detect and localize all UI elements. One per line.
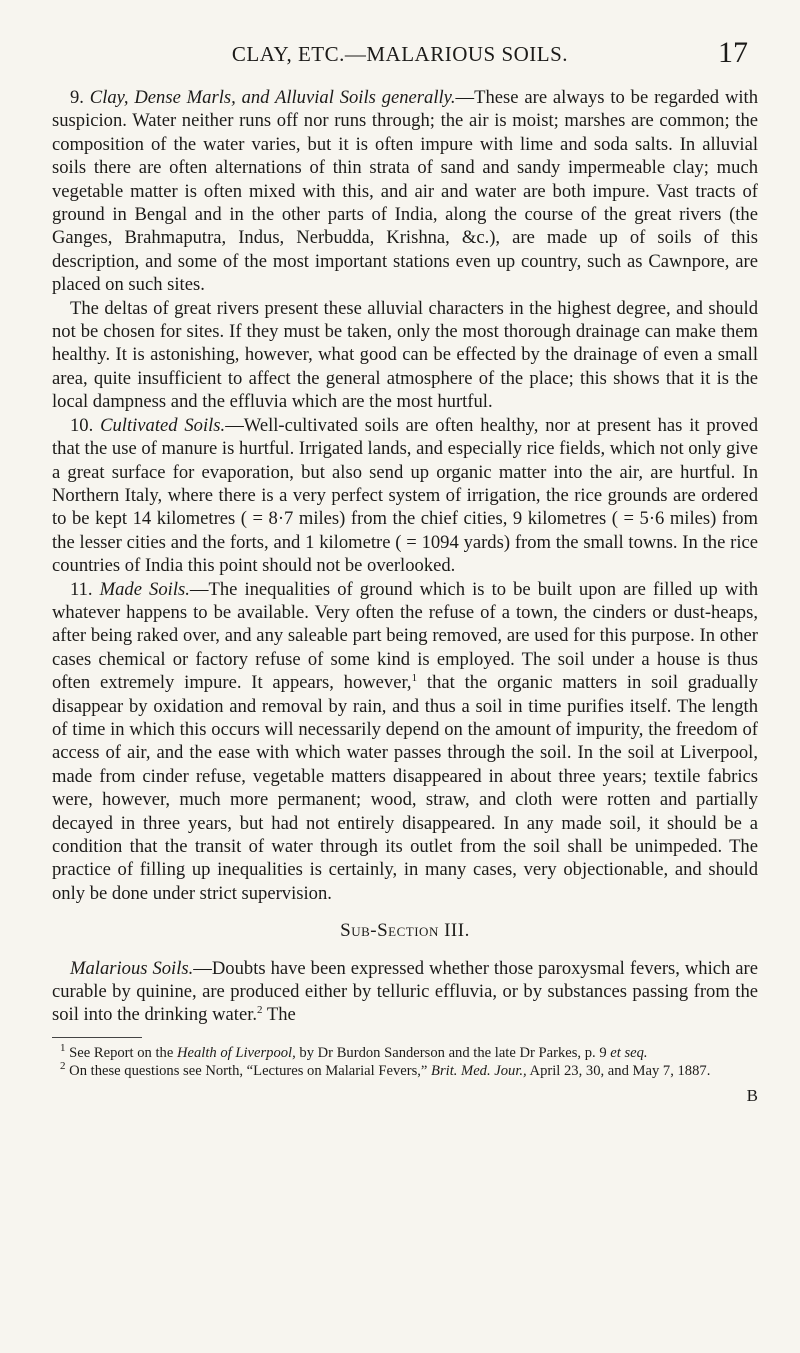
footnote-ref[interactable]: 1 xyxy=(411,671,418,684)
footnote-divider xyxy=(52,1037,142,1038)
subsection-title: Sub-Section III. xyxy=(340,920,470,942)
section-number: 9. xyxy=(70,87,84,108)
paragraph-cultivated-soils xyxy=(52,414,758,578)
footnote xyxy=(52,1059,758,1080)
paragraph-text: that the organic matters in soil gradually disappear by oxidation and removal by rain, and thus a soil in time purifies itself. The length of time in which this occurs will necessarily depend on the amount of impurity, the freedom of access of air, and the ease with which water passes through the soil. In the soil at Liverpool, made from cinder refuse, vegetable matters disappeared in about three years; textile fabrics were, however, much more permanent; wood, straw, and cloth were rotten and partially decayed in three years, but had not entirely disappeared. In any made soil, it should be a condition that the transit of water through its outlet from the soil shall be unimpeded. The practice of filling up inequalities is certainly, in many cases, very objectionable, and should only be done under strict supervision. xyxy=(52,672,759,904)
footnote-text: On these questions see North, “Lectures on Malarial Fevers,” xyxy=(65,1062,432,1079)
footnote-text: April 23, 30, and May 7, 1887. xyxy=(526,1062,711,1079)
footnote-title: Brit. Med. Jour., xyxy=(431,1062,527,1079)
footnote-ref[interactable]: 2 xyxy=(257,1004,263,1017)
section-number: 10. xyxy=(70,414,94,436)
footnote-title: et seq. xyxy=(610,1044,648,1061)
footnote-mark: 1 xyxy=(60,1041,66,1054)
paragraph-text: —Well-cultivated soils are often healthy, nor at present has it proved that the use of manure is hurtful. Irrigated lands, and especially rice fields, which not only give a great surface for evaporation, but also send up organic matter into the air, are hurtful. In Northern Italy, where there is a very perfect system of irrigation, the rice grounds are ordered to be kept 14 kilometres ( = 8·7 miles) from the chief cities, 9 kilometres ( = 5·6 miles) from the lesser cities and the forts, and 1 kilometre ( = 1094 yards) from the small towns. In the rice countries of India this point should not be overlooked. xyxy=(52,414,759,577)
footnote-mark: 2 xyxy=(60,1059,66,1072)
section-heading: Made Soils. xyxy=(99,578,190,600)
paragraph-deltas xyxy=(52,297,758,414)
footnote-text: See Report on the xyxy=(65,1044,177,1061)
running-title: CLAY, ETC.—MALARIOUS SOILS. xyxy=(231,42,569,66)
footnote-title: Health of Liverpool, xyxy=(176,1044,296,1061)
footnote xyxy=(52,1041,758,1062)
paragraph-malarious-soils xyxy=(52,957,758,1027)
paragraph-text: —Doubts have been expressed whether those paroxysmal fevers, which are curable by quinine, are produced either by telluric effluvia, or by substances passing from the soil into the drinking water. xyxy=(52,957,758,1026)
paragraph-text: The deltas of great rivers present these alluvial characters in the highest degree, and should not be chosen for sites. If they must be taken, only the most thorough drainage can make them healthy. It is astonishing, however, what good can be effected by the drainage of even a small area, quite insufficient to affect the general atmosphere of the place; this shows that it is the local dampness and the effluvia which are the most hurtful. xyxy=(52,297,758,413)
footnote-text: by Dr Burdon Sanderson and the late Dr Parkes, p. 9 xyxy=(295,1044,611,1061)
paragraph-text: —These are always to be regarded with suspicion. Water neither runs off nor runs through; the air is moist; marshes are common; the composition of the water varies, but it is often impure with lime and soda salts. In alluvial soils there are often alternations of thin strata of sand and sandy impermeable clay; much vegetable matter is often mixed with this, and air and water are both impure. Vast tracts of ground in Bengal and in the other parts of India, along the course of the great rivers (the Ganges, Brahmaputra, Indus, Nerbudda, Krishna, &c.), are made up of soils of this description, and some of the most important stations even up country, such as Cawnpore, are placed on such sites. xyxy=(52,87,759,296)
paragraph-made-soils xyxy=(52,578,758,906)
section-heading: Clay, Dense Marls, and Alluvial Soils generally. xyxy=(89,87,456,108)
section-number: 11. xyxy=(70,578,93,600)
paragraph-clay-soils xyxy=(52,86,758,297)
page-number: 17 xyxy=(718,36,748,69)
footnotes xyxy=(52,1041,758,1080)
section-heading: Malarious Soils. xyxy=(70,957,194,979)
running-header xyxy=(52,36,748,80)
paragraph-text: The xyxy=(262,1004,296,1026)
body-text xyxy=(52,86,758,1107)
section-heading: Cultivated Soils. xyxy=(100,414,226,436)
signature-mark: B xyxy=(746,1085,758,1105)
paragraph-text: —The inequalities of ground which is to be built upon are filled up with whatever happens to be available. Very often the refuse of a town, the cinders or dust-heaps, after being raked over, and any saleable part being removed, are used for this purpose. In other cases chemical or factory refuse of some kind is employed. The soil under a house is thus often extremely impure. It appears, however, xyxy=(52,578,758,694)
